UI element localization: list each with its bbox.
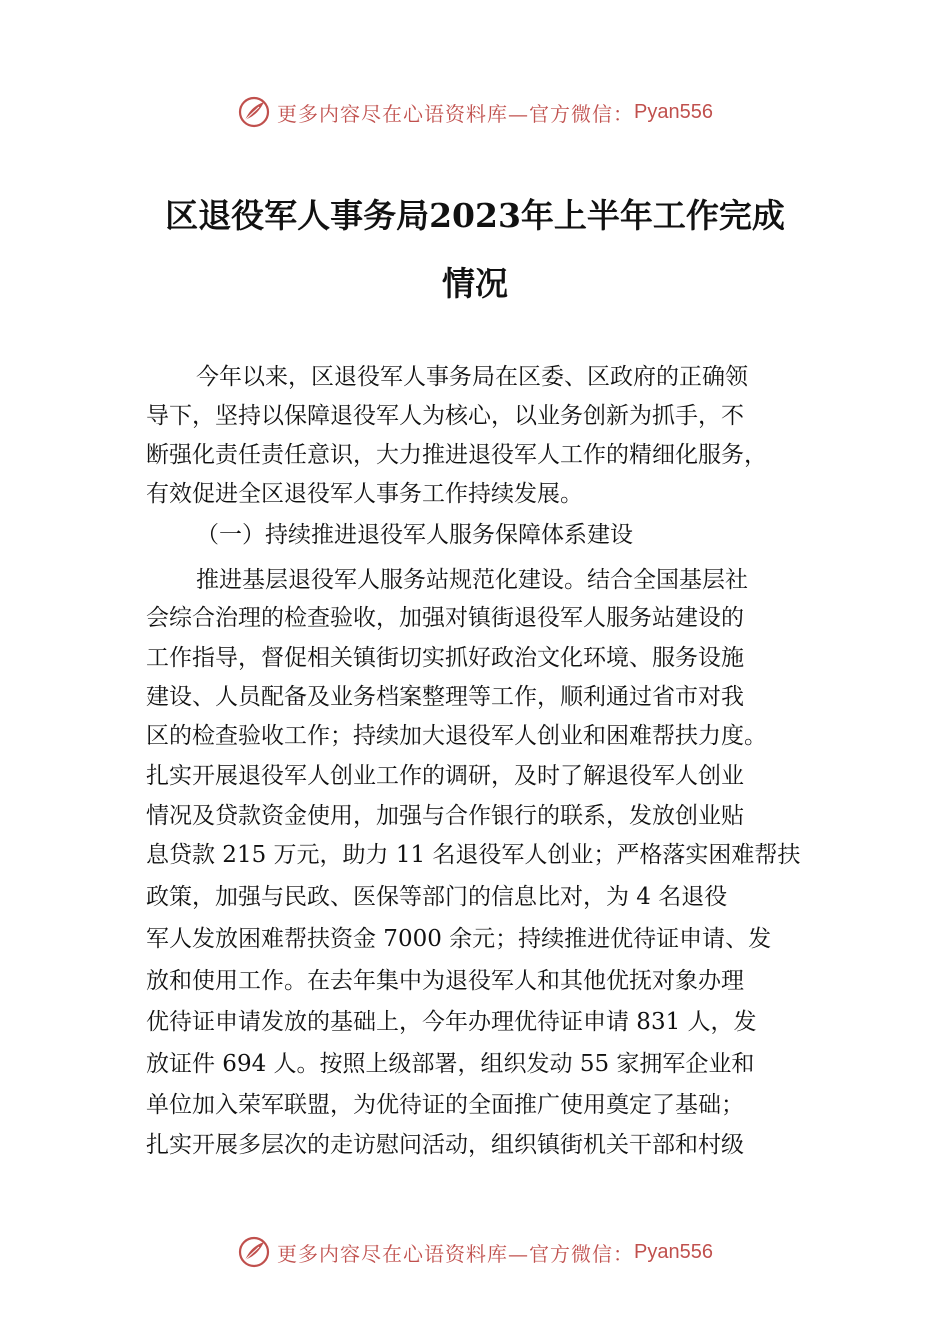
- feather-logo-icon: [237, 95, 271, 129]
- body-line: 放证件 694 人。按照上级部署，组织发动 55 家拥军企业和: [146, 1051, 755, 1077]
- body-line: 情况及贷款资金使用，加强与合作银行的联系，发放创业贴: [146, 803, 744, 829]
- body-line: 军人发放困难帮扶资金 7000 余元；持续推进优待证申请、发: [146, 926, 772, 952]
- body-line: 放和使用工作。在去年集中为退役军人和其他优抚对象办理: [146, 968, 744, 994]
- feather-logo-icon: [237, 1235, 271, 1269]
- watermark-text: 更多内容尽在心语资料库—官方微信：: [277, 1241, 635, 1266]
- body-line: 扎实开展多层次的走访慰问活动，组织镇街机关干部和村级: [146, 1132, 744, 1158]
- body-line: 断强化责任责任意识，大力推进退役军人工作的精细化服务，: [146, 442, 767, 468]
- body-line: 扎实开展退役军人创业工作的调研，及时了解退役军人创业: [146, 763, 744, 789]
- document-title-line-1: 区退役军人事务局2023年上半年工作完成: [165, 196, 785, 235]
- body-line: 息贷款 215 万元，助力 11 名退役军人创业；严格落实困难帮扶: [146, 842, 801, 868]
- header-watermark: [0, 92, 950, 132]
- body-line: 推进基层退役军人服务站规范化建设。结合全国基层社: [196, 567, 748, 593]
- body-line: 单位加入荣军联盟，为优待证的全面推广使用奠定了基础；: [146, 1092, 744, 1118]
- watermark-wechat-id: Pyan556: [634, 100, 713, 123]
- body-line: 导下，坚持以保障退役军人为核心，以业务创新为抓手，不: [146, 403, 744, 429]
- body-line: 优待证申请发放的基础上，今年办理优待证申请 831 人，发: [146, 1009, 757, 1035]
- body-line: 工作指导，督促相关镇街切实抓好政治文化环境、服务设施: [146, 645, 744, 671]
- body-line: 建设、人员配备及业务档案整理等工作，顺利通过省市对我: [146, 684, 744, 710]
- section-heading: （一）持续推进退役军人服务保障体系建设: [196, 522, 633, 548]
- watermark-wechat-id: Pyan556: [634, 1240, 713, 1263]
- body-line: 今年以来，区退役军人事务局在区委、区政府的正确领: [196, 364, 748, 390]
- footer-watermark: [0, 1232, 950, 1272]
- watermark-text: 更多内容尽在心语资料库—官方微信：: [277, 101, 635, 126]
- body-line: 会综合治理的检查验收，加强对镇街退役军人服务站建设的: [146, 605, 744, 631]
- body-line: 有效促进全区退役军人事务工作持续发展。: [146, 481, 583, 507]
- document-title-line-2: 情况: [442, 264, 508, 303]
- body-line: 区的检查验收工作；持续加大退役军人创业和困难帮扶力度。: [146, 723, 767, 749]
- body-line: 政策，加强与民政、医保等部门的信息比对，为 4 名退役: [146, 884, 728, 910]
